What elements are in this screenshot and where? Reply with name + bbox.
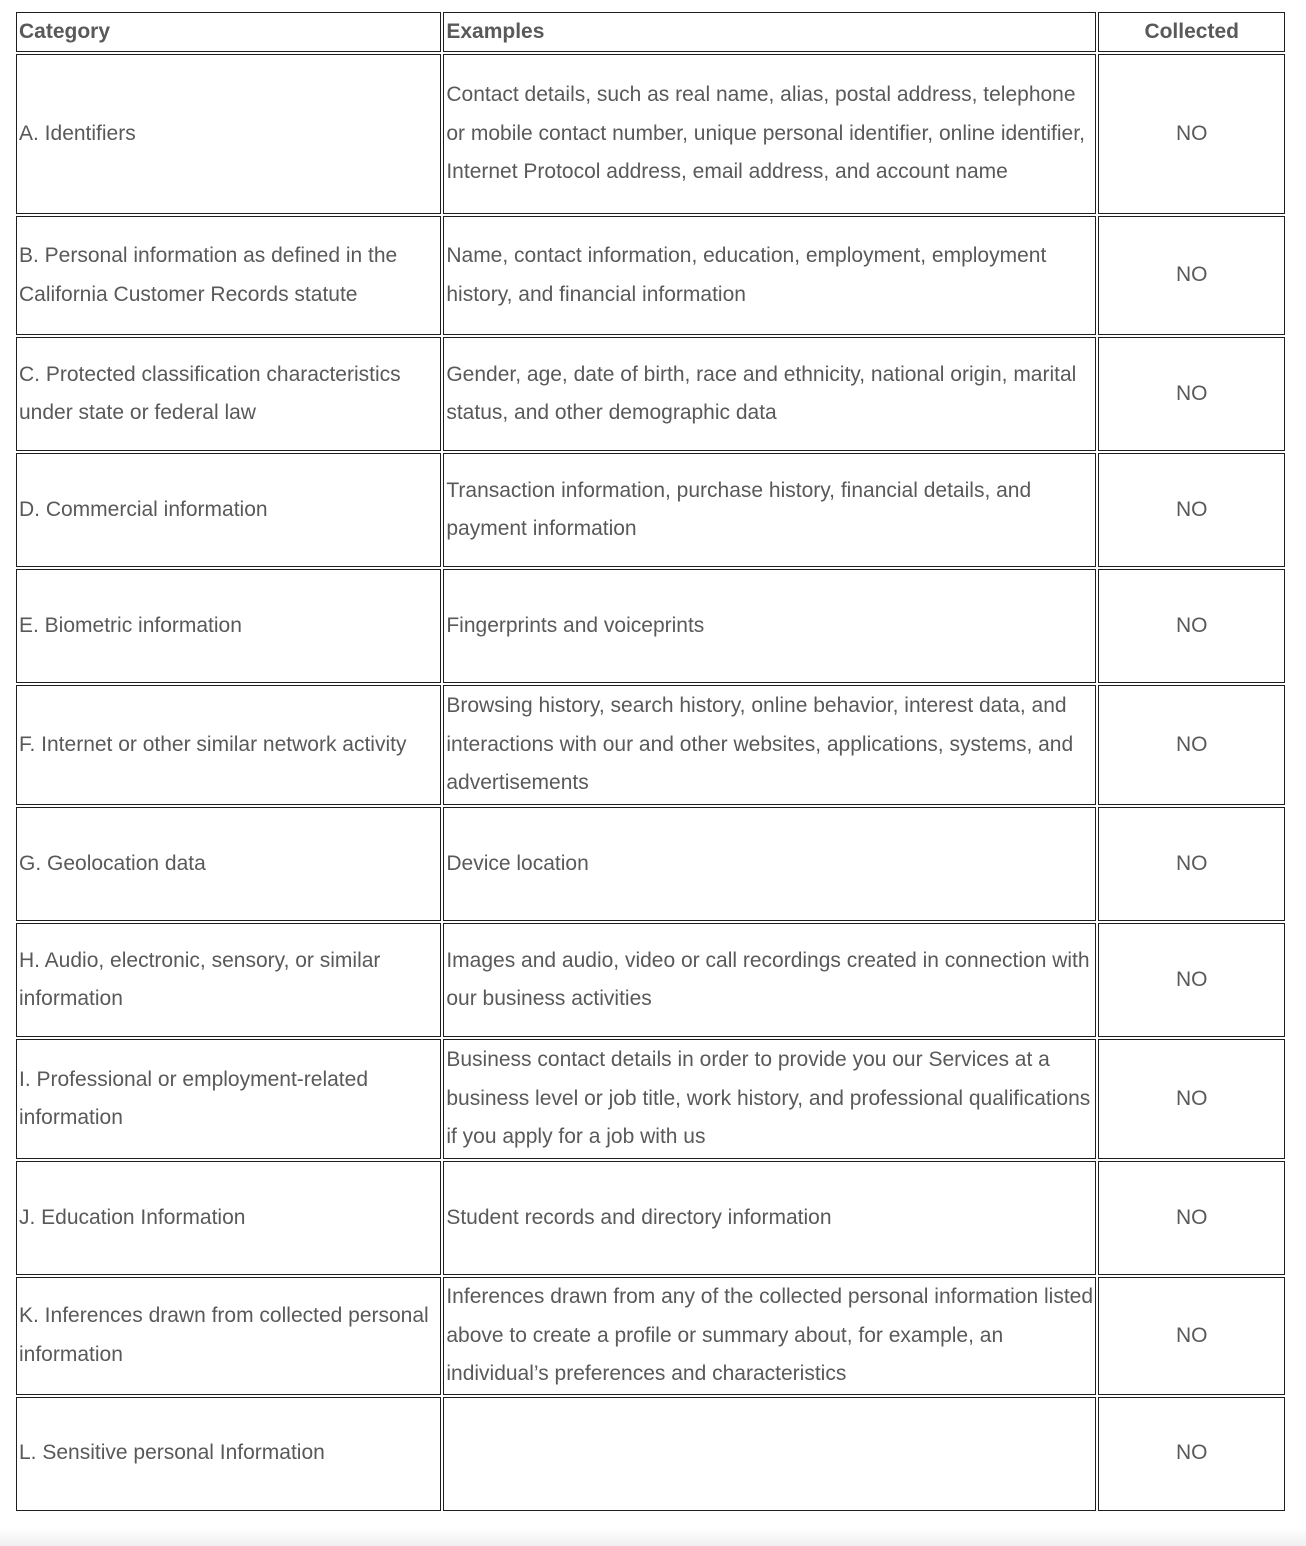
table-row: [16, 1277, 1285, 1395]
collected-cell: NO: [1098, 216, 1285, 335]
table-row: [16, 54, 1285, 214]
table-row: [16, 337, 1285, 451]
collected-cell: NO: [1098, 1277, 1285, 1395]
category-cell: L. Sensitive personal Information: [16, 1397, 441, 1511]
header-category: Category: [16, 12, 441, 52]
collected-cell: NO: [1098, 1397, 1285, 1511]
table-row: [16, 216, 1285, 335]
category-cell: F. Internet or other similar network activity: [16, 685, 441, 805]
collected-cell: NO: [1098, 54, 1285, 214]
table-row: [16, 1039, 1285, 1159]
table-row: [16, 685, 1285, 805]
examples-cell: Inferences drawn from any of the collected personal information listed above to create a profile or summary about, for example, an individual’s preferences and characteristics: [443, 1277, 1096, 1395]
category-cell: H. Audio, electronic, sensory, or similar information: [16, 923, 441, 1037]
collected-cell: NO: [1098, 1039, 1285, 1159]
collected-cell: NO: [1098, 569, 1285, 683]
examples-cell: Contact details, such as real name, alias, postal address, telephone or mobile contact number, unique personal identifier, online identifier, Internet Protocol address, email address, and account name: [443, 54, 1096, 214]
collected-cell: NO: [1098, 685, 1285, 805]
category-cell: J. Education Information: [16, 1161, 441, 1275]
examples-cell: Student records and directory information: [443, 1161, 1096, 1275]
examples-cell: Device location: [443, 807, 1096, 921]
category-cell: G. Geolocation data: [16, 807, 441, 921]
table-row: [16, 453, 1285, 567]
category-cell: I. Professional or employment-related information: [16, 1039, 441, 1159]
table-row: [16, 569, 1285, 683]
examples-cell: Name, contact information, education, employment, employment history, and financial information: [443, 216, 1096, 335]
examples-cell: Browsing history, search history, online behavior, interest data, and interactions with our and other websites, applications, systems, and advertisements: [443, 685, 1096, 805]
category-cell: A. Identifiers: [16, 54, 441, 214]
collected-cell: NO: [1098, 807, 1285, 921]
category-cell: C. Protected classification characteristics under state or federal law: [16, 337, 441, 451]
table-row: [16, 807, 1285, 921]
category-cell: K. Inferences drawn from collected personal information: [16, 1277, 441, 1395]
category-cell: B. Personal information as defined in the California Customer Records statute: [16, 216, 441, 335]
table-row: [16, 1161, 1285, 1275]
table-header-row: [16, 12, 1285, 52]
collected-cell: NO: [1098, 453, 1285, 567]
category-cell: E. Biometric information: [16, 569, 441, 683]
data-collection-table: [14, 10, 1287, 1513]
table-row: [16, 923, 1285, 1037]
examples-cell: Business contact details in order to provide you our Services at a business level or job title, work history, and professional qualifications if you apply for a job with us: [443, 1039, 1096, 1159]
collected-cell: NO: [1098, 337, 1285, 451]
table-row: [16, 1397, 1285, 1511]
examples-cell: Transaction information, purchase history, financial details, and payment information: [443, 453, 1096, 567]
collected-cell: NO: [1098, 1161, 1285, 1275]
category-cell: D. Commercial information: [16, 453, 441, 567]
header-examples: Examples: [443, 12, 1096, 52]
collected-cell: NO: [1098, 923, 1285, 1037]
header-collected: Collected: [1098, 12, 1285, 52]
examples-cell: Images and audio, video or call recordings created in connection with our business activities: [443, 923, 1096, 1037]
examples-cell: Gender, age, date of birth, race and ethnicity, national origin, marital status, and other demographic data: [443, 337, 1096, 451]
bottom-edge-shade: [0, 1528, 1306, 1546]
examples-cell: [443, 1397, 1096, 1511]
examples-cell: Fingerprints and voiceprints: [443, 569, 1096, 683]
